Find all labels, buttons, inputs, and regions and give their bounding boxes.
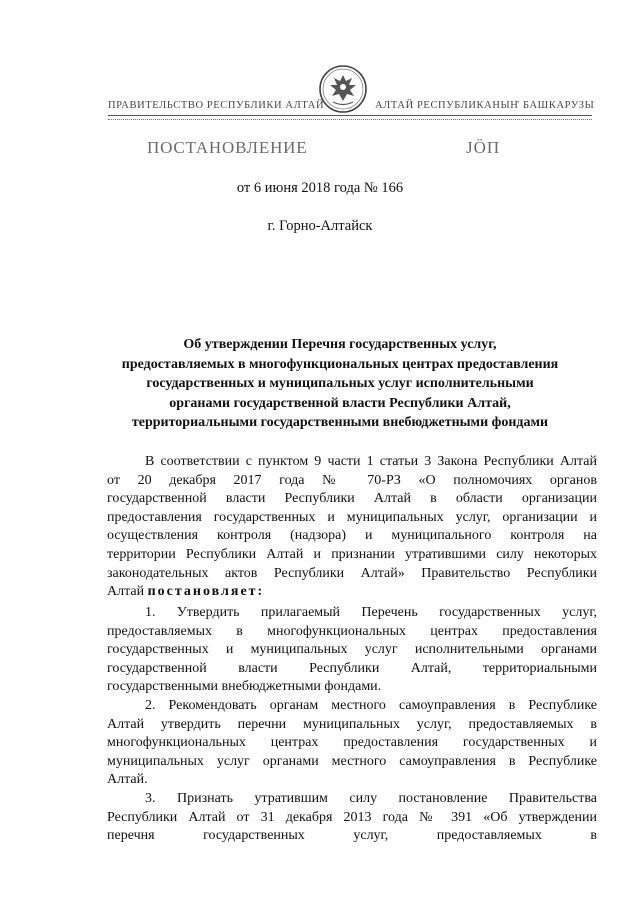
- document-city: г. Горно-Алтайск: [267, 218, 373, 234]
- title-line: Об утверждении Перечня государственных услуг,: [183, 337, 497, 352]
- text-line: Алтай утвердить перечни муниципальных услуг, предоставляемых в: [107, 716, 597, 732]
- header-rule-dotted: [108, 119, 592, 120]
- coat-of-arms-icon: [317, 63, 369, 115]
- text-line: предоставляемых в многофункциональных центрах предоставления: [107, 623, 597, 639]
- resolves-word: постановляет:: [147, 584, 265, 600]
- text-line: государственной власти Республики Алтай в области организации: [107, 491, 597, 507]
- text-line: перечня государственных услуг, предоставляемых в: [107, 828, 597, 844]
- text-line: от 20 декабря 2017 года № 70-РЗ «О полномочиях органов: [107, 472, 597, 488]
- title-line: территориальными государственными внебюджетными фондами: [131, 415, 549, 430]
- text-line: законодательных актов Республики Алтай» Правительство Республики: [107, 565, 597, 581]
- text-line: [107, 583, 597, 602]
- text-line: территории Республики Алтай и признании утратившими силу некоторых: [107, 546, 597, 562]
- preamble-end: Алтай: [107, 584, 145, 600]
- document-type-russian: ПОСТАНОВЛЕНИЕ: [147, 138, 308, 157]
- text-line: 1. Утвердить прилагаемый Перечень государственных услуг,: [145, 605, 597, 620]
- document-title: [100, 335, 580, 433]
- text-line: государственных и муниципальных услуг исполнительными органами: [107, 642, 597, 658]
- preamble-paragraph: [107, 453, 597, 602]
- title-line: органами государственной власти Республики Алтай,: [169, 395, 511, 411]
- text-line: государственными внебюджетными фондами.: [107, 679, 382, 695]
- text-line: государственной власти Республики Алтай, территориальными: [107, 660, 597, 676]
- text-line: 2. Рекомендовать органам местного самоуправления в Республике: [145, 697, 597, 713]
- text-line: 3. Признать утратившим силу постановление Правительства: [145, 790, 597, 806]
- text-line: предоставления государственных и муниципальных услуг, организации и: [107, 509, 597, 525]
- text-line: муниципальных услуг органами местного самоуправления в Республике: [107, 753, 597, 769]
- title-line: государственных и муниципальных услуг исполнительными: [146, 376, 534, 391]
- text-line: Республики Алтай от 31 декабря 2013 года № 391 «Об утверждении: [107, 809, 597, 825]
- text-line: осуществления контроля (надзора) и муниципального контроля на: [107, 528, 597, 544]
- document-type-altai: ЈӦП: [466, 138, 501, 157]
- title-line: предоставляемых в многофункциональных центрах предоставления: [121, 356, 559, 372]
- text-line: Алтай.: [107, 772, 148, 788]
- resolution-items: [107, 604, 597, 846]
- government-name-altai: АЛТАЙ РЕСПУБЛИКАНЫҤ БАШКАРУЗЫ: [375, 100, 595, 111]
- government-name-russian: ПРАВИТЕЛЬСТВО РЕСПУБЛИКИ АЛТАЙ: [108, 100, 325, 111]
- document-date-number: от 6 июня 2018 года № 166: [236, 180, 404, 196]
- header-rule: [108, 115, 592, 116]
- text-line: В соответствии с пунктом 9 части 1 статьи 3 Закона Республики Алтай: [145, 454, 597, 469]
- text-line: многофункциональных центрах предоставления государственных и: [107, 735, 597, 751]
